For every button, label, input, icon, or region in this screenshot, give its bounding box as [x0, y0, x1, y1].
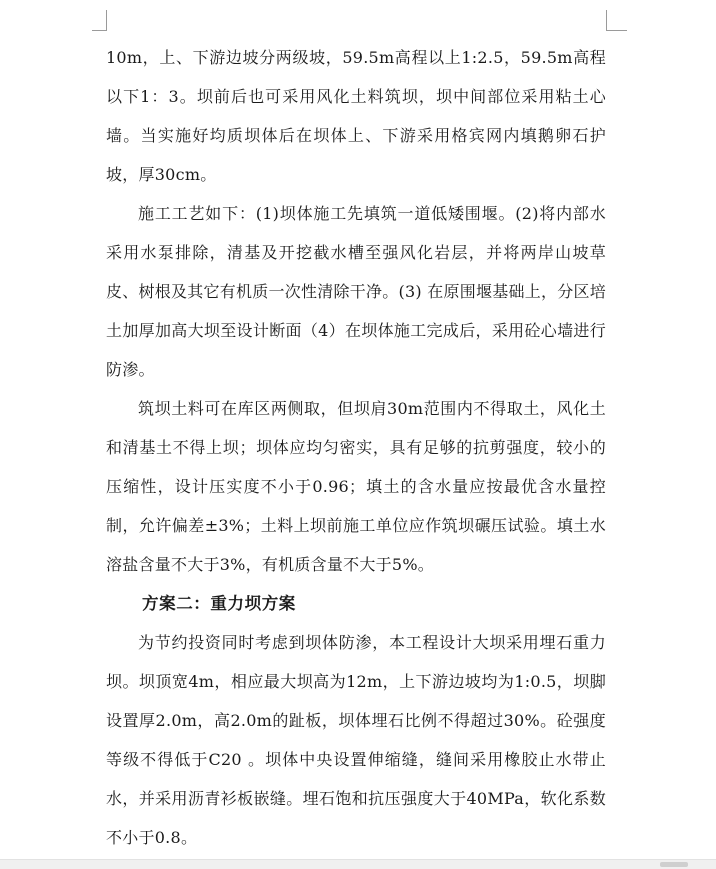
paragraph-dam-slopes: 10m，上、下游边坡分两级坡，59.5m高程以上1:2.5，59.5m高程以下1：3。坝前后也可采用风化土料筑坝，坝中间部位采用粘土心墙。当实施好均质坝体后在坝体上、下游采用格宾网内填鹅卵石护坡，厚30cm。	[106, 48, 606, 184]
paragraph-construction-process: 施工工艺如下：(1)坝体施工先填筑一道低矮围堰。(2)将内部水采用水泵排除，清基及开挖截水槽至强风化岩层，并将两岸山坡草皮、树根及其它有机质一次性清除干净。(3) 在原围堰基础上，分区培土加厚加高大坝至设计断面（4）在坝体施工完成后，采用砼心墙进行防渗。	[106, 204, 607, 379]
paragraph-gravity-dam: 为节约投资同时考虑到坝体防渗，本工程设计大坝采用埋石重力坝。坝顶宽4m，相应最大坝高为12m，上下游边坡均为1:0.5，坝脚设置厚2.0m，高2.0m的趾板，坝体埋石比例不得超过30%。砼强度等级不得低于C20 。坝体中央设置伸缩缝，缝间采用橡胶止水带止水，并采用沥青衫板嵌缝。埋石饱和抗压强度大于40MPa，软化系数不小于0.8。	[106, 633, 606, 847]
paragraph-fill-material: 筑坝土料可在库区两侧取，但坝肩30m范围内不得取土，风化土和清基土不得上坝；坝体应均匀密实，具有足够的抗剪强度，较小的压缩性，设计压实度不小于0.96；填土的含水量应按最优含水量控制，允许偏差±3%；土料上坝前施工单位应作筑坝碾压试验。填土水溶盐含量不大于3%，有机质含量不大于5%。	[106, 399, 606, 574]
document-body[interactable]	[106, 38, 606, 857]
top-right-crop-mark	[606, 10, 627, 31]
section-heading: 方案二：重力坝方案	[142, 594, 296, 613]
scrollbar-thumb[interactable]	[660, 862, 688, 867]
top-left-crop-mark	[92, 10, 107, 31]
